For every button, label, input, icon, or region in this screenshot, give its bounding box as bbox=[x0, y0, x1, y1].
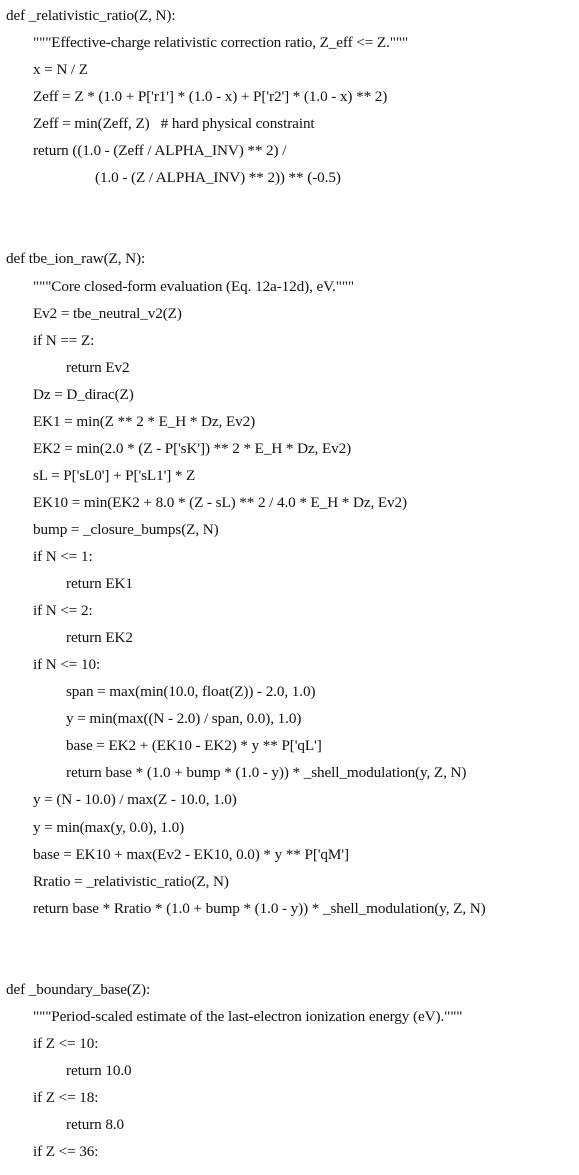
code-line: """Effective-charge relativistic correction ratio, Z_eff <= Z.""" bbox=[33, 34, 409, 52]
code-line: return EK1 bbox=[66, 575, 133, 593]
code-line: return base * Rratio * (1.0 + bump * (1.0 - y)) * _shell_modulation(y, Z, N) bbox=[33, 899, 486, 917]
code-line: (1.0 - (Z / ALPHA_INV) ** 2)) ** (-0.5) bbox=[95, 169, 341, 187]
code-line: Zeff = min(Zeff, Z) # hard physical constraint bbox=[33, 115, 315, 133]
code-line: Dz = D_dirac(Z) bbox=[33, 385, 134, 403]
code-line: y = min(max(y, 0.0), 1.0) bbox=[33, 818, 185, 836]
code-line: Ev2 = tbe_neutral_v2(Z) bbox=[33, 304, 182, 322]
code-line: sL = P['sL0'] + P['sL1'] * Z bbox=[33, 466, 196, 484]
code-line: def tbe_ion_raw(Z, N): bbox=[6, 250, 146, 268]
code-line: return 10.0 bbox=[66, 1061, 132, 1079]
code-line: if N <= 1: bbox=[33, 548, 93, 565]
code-line: Rratio = _relativistic_ratio(Z, N) bbox=[33, 872, 229, 890]
code-line: if Z <= 36: bbox=[33, 1143, 99, 1161]
code-line bbox=[0, 191, 579, 218]
code-line: return 8.0 bbox=[66, 1116, 125, 1134]
code-line bbox=[0, 218, 579, 245]
code-line: if N <= 2: bbox=[33, 602, 93, 620]
code-line: def _relativistic_ratio(Z, N): bbox=[6, 7, 176, 24]
code-line: EK10 = min(EK2 + 8.0 * (Z - sL) ** 2 / 4.0 * E_H * Dz, Ev2) bbox=[33, 493, 407, 511]
code-line: EK1 = min(Z ** 2 * E_H * Dz, Ev2) bbox=[33, 412, 256, 430]
code-line: span = max(min(10.0, float(Z)) - 2.0, 1.0) bbox=[66, 683, 316, 701]
code-line: y = (N - 10.0) / max(Z - 10.0, 1.0) bbox=[33, 791, 237, 809]
code-line: base = EK10 + max(Ev2 - EK10, 0.0) * y ** P['qM'] bbox=[33, 845, 349, 863]
code-line: return base * (1.0 + bump * (1.0 - y)) * _shell_modulation(y, Z, N) bbox=[66, 764, 467, 782]
code-line: return Ev2 bbox=[66, 358, 130, 376]
code-line: x = N / Z bbox=[33, 61, 88, 79]
code-line: def _boundary_base(Z): bbox=[6, 980, 151, 998]
code-line: if Z <= 18: bbox=[33, 1089, 99, 1106]
code-line: Zeff = Z * (1.0 + P['r1'] * (1.0 - x) + P['r2'] * (1.0 - x) ** 2) bbox=[33, 88, 388, 106]
code-line bbox=[0, 949, 579, 976]
code-line: if Z <= 10: bbox=[33, 1034, 99, 1052]
code-line: if N <= 10: bbox=[33, 656, 101, 674]
code-line: y = min(max((N - 2.0) / span, 0.0), 1.0) bbox=[66, 710, 302, 728]
code-line: bump = _closure_bumps(Z, N) bbox=[33, 520, 219, 538]
code-line: return ((1.0 - (Zeff / ALPHA_INV) ** 2) / bbox=[33, 142, 287, 160]
code-line: EK2 = min(2.0 * (Z - P['sK']) ** 2 * E_H * Dz, Ev2) bbox=[33, 439, 352, 457]
code-line: return EK2 bbox=[66, 629, 133, 647]
code-line: base = EK2 + (EK10 - EK2) * y ** P['qL'] bbox=[66, 737, 322, 755]
code-line: """Core closed-form evaluation (Eq. 12a-12d), eV.""" bbox=[33, 277, 355, 295]
code-line bbox=[0, 922, 579, 949]
code-line: if N == Z: bbox=[33, 331, 95, 349]
code-line: """Period-scaled estimate of the last-electron ionization energy (eV).""" bbox=[33, 1007, 463, 1025]
